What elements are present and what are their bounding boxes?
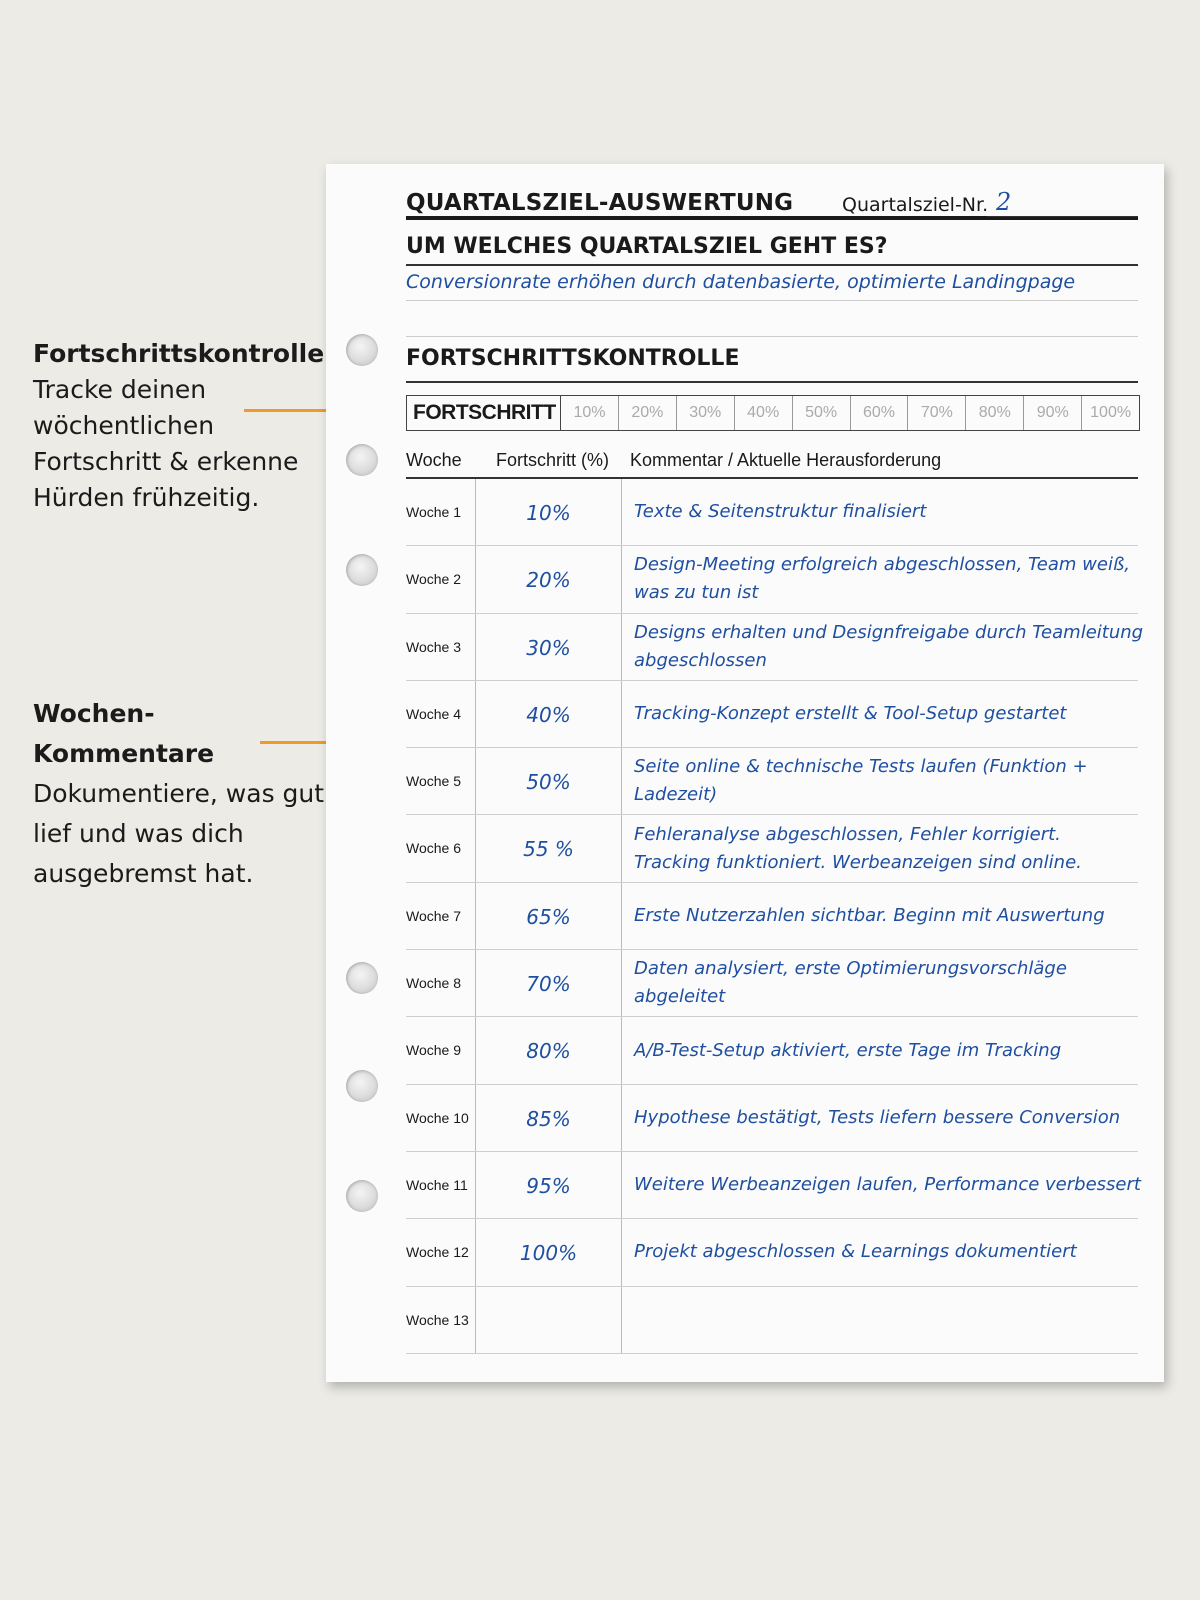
progress-step-10[interactable]: 10% (561, 396, 619, 430)
comment-cell[interactable]: Weitere Werbeanzeigen laufen, Performance verbessert (634, 1174, 1141, 1196)
week-label: Woche 3 (406, 614, 476, 680)
week-label: Woche 1 (406, 479, 476, 545)
progress-cell[interactable]: 85% (476, 1085, 622, 1151)
progress-cell[interactable]: 100% (476, 1219, 622, 1285)
progress-step-30[interactable]: 30% (677, 396, 735, 430)
annotation-heading: Wochen- Kommentare (33, 699, 215, 768)
progress-cell[interactable] (476, 1287, 622, 1353)
table-row (406, 1219, 1138, 1286)
column-header-week: Woche (406, 450, 462, 470)
annotation-heading: Fortschrittskontrolle (33, 339, 325, 368)
progress-cell[interactable]: 40% (476, 681, 622, 747)
table-header (406, 447, 1138, 479)
table-row (406, 614, 1144, 681)
goal-number-label: Quartalsziel-Nr. (842, 194, 989, 216)
progress-cell[interactable]: 55 % (476, 815, 622, 881)
table-row (406, 479, 1138, 546)
comment-cell[interactable]: Texte & Seitenstruktur finalisiert (634, 501, 927, 523)
punch-hole-icon (346, 1180, 378, 1212)
week-label: Woche 2 (406, 546, 476, 612)
week-label: Woche 5 (406, 748, 476, 814)
week-label: Woche 7 (406, 883, 476, 949)
progress-step-90[interactable]: 90% (1024, 396, 1082, 430)
comment-cell[interactable]: Erste Nutzerzahlen sichtbar. Beginn mit Auswertung (634, 904, 1105, 926)
progress-step-100[interactable]: 100% (1090, 404, 1132, 421)
annotation-text: Dokumentiere, was gut lief und was dich ausgebremst hat. (33, 779, 325, 888)
progress-step-60[interactable]: 60% (851, 396, 909, 430)
annotation-week-comments (33, 694, 333, 894)
week-label: Woche 9 (406, 1017, 476, 1083)
table-row (406, 1085, 1138, 1152)
comment-cell[interactable]: Design-Meeting erfolgreich abgeschlossen, Team weiß, was zu tun ist (634, 554, 1131, 604)
comment-cell[interactable]: Tracking-Konzept erstellt & Tool-Setup gestartet (634, 703, 1067, 725)
progress-cell[interactable]: 50% (476, 748, 622, 814)
week-label: Woche 13 (406, 1287, 476, 1353)
comment-cell[interactable]: Designs erhalten und Designfreigabe durch Teamleitung abgeschlossen (634, 621, 1144, 671)
punch-hole-icon (346, 334, 378, 366)
progress-cell[interactable]: 20% (476, 546, 622, 612)
progress-cell[interactable]: 10% (476, 479, 622, 545)
comment-cell[interactable]: Fehleranalyse abgeschlossen, Fehler korrigiert. Tracking funktioniert. Werbeanzeigen sind online. (634, 823, 1082, 873)
comment-cell[interactable]: Projekt abgeschlossen & Learnings dokumentiert (634, 1241, 1077, 1263)
progress-step-20[interactable]: 20% (619, 396, 677, 430)
goal-number-value[interactable]: 2 (996, 188, 1012, 216)
divider (406, 336, 1138, 337)
week-label: Woche 4 (406, 681, 476, 747)
divider (406, 300, 1138, 301)
progress-cell[interactable]: 80% (476, 1017, 622, 1083)
week-label: Woche 10 (406, 1085, 476, 1151)
goal-text[interactable]: Conversionrate erhöhen durch datenbasierte, optimierte Landingpage (406, 271, 1076, 293)
table-row (406, 681, 1138, 748)
punch-hole-icon (346, 1070, 378, 1102)
progress-bar (406, 395, 1140, 431)
progress-cell[interactable]: 30% (476, 614, 622, 680)
table-row (406, 1287, 1138, 1354)
annotation-progress-control (33, 336, 333, 516)
progress-bar-label: FORTSCHRITT (407, 396, 561, 430)
table-row (406, 815, 1138, 882)
question-heading: UM WELCHES QUARTALSZIEL GEHT ES? (406, 234, 888, 259)
comment-cell[interactable]: A/B-Test-Setup aktiviert, erste Tage im Tracking (634, 1039, 1062, 1061)
sheet-title: QUARTALSZIEL-AUSWERTUNG (406, 190, 794, 216)
table-row (406, 748, 1138, 815)
planner-sheet (326, 164, 1164, 1382)
column-header-progress: Fortschritt (%) (496, 450, 610, 470)
week-label: Woche 12 (406, 1219, 476, 1285)
progress-step-80[interactable]: 80% (966, 396, 1024, 430)
progress-cell[interactable]: 95% (476, 1152, 622, 1218)
divider (406, 264, 1138, 266)
table-row (406, 883, 1138, 950)
progress-cell[interactable]: 65% (476, 883, 622, 949)
punch-hole-icon (346, 444, 378, 476)
table-row (406, 546, 1138, 613)
punch-hole-icon (346, 962, 378, 994)
progress-step-40[interactable]: 40% (735, 396, 793, 430)
comment-cell[interactable]: Daten analysiert, erste Optimierungsvorschläge abgeleitet (634, 958, 1067, 1008)
column-header-comment: Kommentar / Aktuelle Herausforderung (630, 450, 942, 470)
annotation-text: Tracke deinen wöchentlichen Fortschritt & erkenne Hürden frühzeitig. (33, 375, 299, 512)
week-label: Woche 8 (406, 950, 476, 1016)
punch-hole-icon (346, 554, 378, 586)
progress-section-title: FORTSCHRITTSKONTROLLE (406, 346, 740, 371)
week-label: Woche 11 (406, 1152, 476, 1218)
progress-cell[interactable]: 70% (476, 950, 622, 1016)
comment-cell[interactable] (634, 1287, 1148, 1353)
table-row (406, 1152, 1141, 1219)
comment-cell[interactable]: Seite online & technische Tests laufen (Funktion + Ladezeit) (634, 756, 1088, 806)
progress-step-50[interactable]: 50% (793, 396, 851, 430)
goal-number-line (987, 216, 1138, 217)
divider (406, 381, 1138, 383)
sheet-header (406, 184, 1138, 220)
progress-step-70[interactable]: 70% (908, 396, 966, 430)
week-table (406, 479, 1144, 1354)
week-label: Woche 6 (406, 815, 476, 881)
table-row (406, 950, 1138, 1017)
table-row (406, 1017, 1138, 1084)
comment-cell[interactable]: Hypothese bestätigt, Tests liefern bessere Conversion (634, 1106, 1121, 1128)
